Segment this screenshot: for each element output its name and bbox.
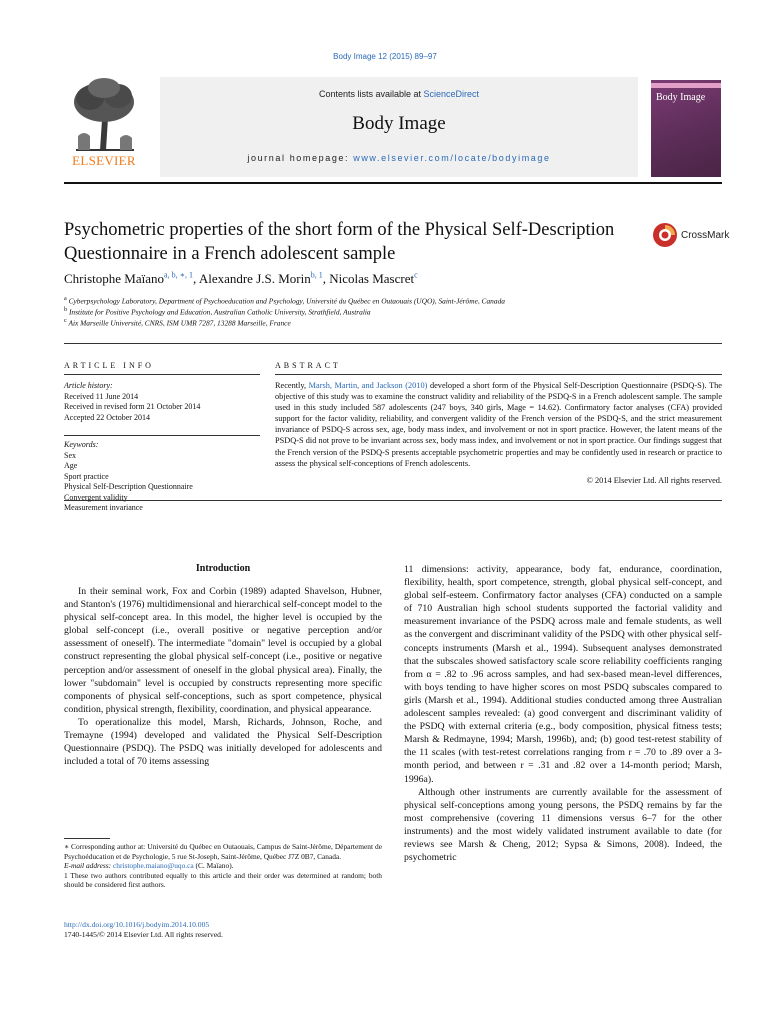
author-3[interactable]	[329, 271, 417, 286]
crossmark-label: CrossMark	[681, 230, 730, 241]
keyword: Measurement invariance	[64, 503, 143, 512]
cover-stripe	[651, 83, 721, 88]
abstract-text	[275, 380, 722, 469]
body-paragraph: 11 dimensions: activity, appearance, body fat, endurance, coordination, flexibility, health, sport competence, strength, global physical self-concept, and global self-esteem. Confirmatory factor analyses (CFA) conducted on a sample of 710 Australian high school students supported the factorial validity and measurement invariance of the PSDQ across male and female students, as well as the convergent and discriminant validity of the PSDQ with other physical self-concepts instruments (Marsh et al., 1994). Subsequent analyses demonstrated that the subscales showed satisfactory scale score reliability coefficients ranging from α = .82 to .96 across samples, and had sex-based mean-level differences, with boys tending to have higher scores on most PSDQ subscales compared to girls (Marsh et al., 1994). Additional studies conducted among three Australian adolescent samples revealed: (a) good convergent and discriminant validity of the PSDQ with external criteria (e.g., body composition, physical fitness tests; Marsh & Redmayne, 1994; Marsh, 1996b), and; (b) good test-retest stability of the 11 scales (with test-retest correlations ranging from r = .70 to .89 over a 3-month period, and between r = .31 and .82 over a 14-month period; Marsh, 1996a).	[404, 564, 722, 785]
journal-name: Body Image	[352, 113, 446, 134]
body-paragraph: In their seminal work, Fox and Corbin (1989) adapted Shavelson, Hubner, and Stanton's (1976) multidimensional and hierarchical self-concept model to the physical self-concept area. In this model, the higher level is occupied by the global self-concept (i.e., overall positive or negative perception and/or assessment of oneself). The intermediate "domain" level is occupied by a global construct representing the global physical self-concept (i.e., positive or negative perception and/or assessment of oneself in the global physical area). Finally, the lower "subdomain" level is occupied by constructs representing more specific components of physical self-conceptions, such as sport competence, physical condition, physical strength, flexibility, coordination, and physical appearance.	[64, 586, 382, 715]
affiliation-c	[64, 318, 724, 327]
footnote-equal-contribution: 1 These two authors contributed equally to this article and their order was determined at random; both should be considered first authors.	[64, 870, 382, 890]
introduction-heading: Introduction	[195, 563, 251, 574]
author-affil-marks[interactable]: c	[414, 271, 418, 280]
article-info-heading: ARTICLE INFO	[64, 361, 154, 370]
article-history	[64, 381, 264, 423]
affiliation-b	[64, 307, 724, 316]
footnote-divider	[64, 838, 110, 839]
publisher-name: ELSEVIER	[72, 153, 136, 168]
keyword: Physical Self-Description Questionnaire	[64, 482, 193, 491]
footnotes	[64, 842, 382, 890]
author-2[interactable]	[199, 271, 329, 286]
doi-link[interactable]: http://dx.doi.org/10.1016/j.bodyim.2014.10.005	[64, 920, 210, 929]
author-list	[64, 271, 724, 287]
abstract-end-divider	[64, 500, 722, 501]
history-revised: Received in revised form 21 October 2014	[64, 402, 201, 411]
keyword: Age	[64, 461, 78, 470]
author-name: Alexandre J.S. Morin	[198, 271, 311, 287]
affil-text: Institute for Positive Psychology and Education, Australian Catholic University, Strathfield, Australia	[68, 307, 371, 317]
abstract-text-rest: developed a short form of the Physical Self-Description Questionnaire (PSDQ-S). The objective of this study was to examine the construct validity and reliability of the PSDQ-S in a French adolescent sample. The sample used in this study included 587 adolescents (247 boys, 340 girls, Mage = 14.62). Confirmatory factor analyses (CFA) provided support for the factor validity, reliability, and convergent validity of the French version of the PSDQ-S, and the strict measurement invariance of PSDQ-S across sex, age, body mass index, and involvement or not in sport practice. However, the latent means of the PSDQ-S did not prove to be invariant across sex, body mass index, and involvement or not in sport practice. Our findings suggest that the French version of the PSDQ-S presents acceptable psychometric properties and may be confidently used in research or practice to assess the physical self-conceptions of French adolescents.	[275, 381, 722, 468]
elsevier-logo	[64, 76, 144, 172]
author-sep: ,	[322, 271, 330, 287]
history-accepted: Accepted 22 October 2014	[64, 412, 150, 422]
affiliation-divider	[64, 343, 722, 344]
journal-masthead	[160, 77, 638, 177]
history-label: Article history:	[64, 381, 113, 390]
abstract-divider	[275, 374, 722, 375]
journal-cover[interactable]	[651, 80, 721, 177]
journal-citation[interactable]: Body Image 12 (2015) 89–97	[333, 52, 437, 61]
footnote-corresponding: ∗ Corresponding author at: Université du Québec en Outaouais, Campus de Saint-Jérôme, Département de Psychoéducation et de Psychologie, 5 rue St-Joseph, Saint-Jérôme, Québec J7Z 0B7, Canada.	[64, 842, 382, 861]
email-label: E-mail address:	[64, 861, 113, 871]
keyword: Convergent validity	[64, 492, 128, 502]
header-divider	[64, 182, 722, 184]
body-column-right	[404, 563, 722, 864]
contents-line	[160, 89, 638, 99]
cover-title: Body Image	[656, 92, 706, 103]
contents-prefix: Contents lists available at	[318, 89, 424, 99]
author-sep: ,	[193, 271, 199, 287]
affil-mark: a	[64, 296, 67, 302]
crossmark-badge[interactable]	[652, 222, 730, 250]
tree-logo-icon	[64, 76, 144, 152]
homepage-link[interactable]: www.elsevier.com/locate/bodyimage	[353, 153, 551, 163]
keyword: Sex	[64, 450, 76, 460]
abstract-heading: ABSTRACT	[275, 361, 341, 370]
issn-line: 1740-1445/© 2014 Elsevier Ltd. All rights reserved.	[64, 930, 223, 939]
affiliation-a	[64, 296, 724, 305]
affil-mark: b	[64, 307, 68, 313]
doi-block	[64, 920, 394, 940]
author-1[interactable]	[64, 271, 199, 286]
author-affil-marks[interactable]: b, 1	[310, 271, 323, 280]
body-paragraph: Although other instruments are currently available for the assessment of physical self-conceptions among young persons, the PSDQ remains by far the most comprehensive (covering 11 dimensions versus 6–7 for the other instruments) and the most widely validated instrument available to date (for reviews see Marsh & Cheng, 2012; Sypsa & Simons, 2008). Indeed, the psychometric	[404, 786, 722, 864]
homepage-line	[160, 153, 638, 163]
crossmark-icon	[652, 222, 678, 248]
keyword: Sport practice	[64, 471, 109, 481]
history-received: Received 11 June 2014	[64, 391, 139, 401]
citation-link[interactable]: Marsh, Martin, and Jackson (2010)	[308, 381, 428, 390]
sciencedirect-link[interactable]: ScienceDirect	[423, 89, 480, 99]
author-name: Christophe Maïano	[64, 271, 165, 287]
homepage-prefix: journal homepage:	[247, 153, 354, 163]
email-link[interactable]: christophe.maiano@uqo.ca	[113, 861, 194, 871]
author-name: Nicolas Mascret	[329, 271, 415, 287]
body-column-left	[64, 585, 382, 768]
footnote-email	[64, 861, 382, 871]
author-affil-marks[interactable]: a, b, ∗, 1	[164, 271, 194, 280]
affil-mark: c	[64, 318, 67, 324]
body-paragraph: To operationalize this model, Marsh, Richards, Johnson, Roche, and Tremayne (1994) developed and validated the Physical Self-Description Questionnaire (PSDQ). The PSDQ was initially developed for adolescents and included a total of 70 items assessing	[64, 716, 382, 768]
affil-text: Cyberpsychology Laboratory, Department of Psychoeducation and Psychology, Université du Québec en Outaouais (UQO), Saint-Jérôme, Canada	[68, 296, 505, 306]
abstract-text-start: Recently,	[275, 381, 309, 390]
article-title: Psychometric properties of the short form of the Physical Self-Description Questionnaire in a French adolescent sample	[64, 220, 615, 264]
keyword-list	[64, 440, 264, 514]
email-suffix: (C. Maïano).	[193, 861, 234, 871]
keywords-divider	[64, 435, 260, 436]
affil-text: Aix Marseille Université, CNRS, ISM UMR 7287, 13288 Marseille, France	[68, 318, 291, 328]
keywords-label: Keywords:	[64, 440, 99, 449]
info-divider	[64, 374, 260, 375]
abstract-copyright: © 2014 Elsevier Ltd. All rights reserved.	[586, 476, 722, 485]
